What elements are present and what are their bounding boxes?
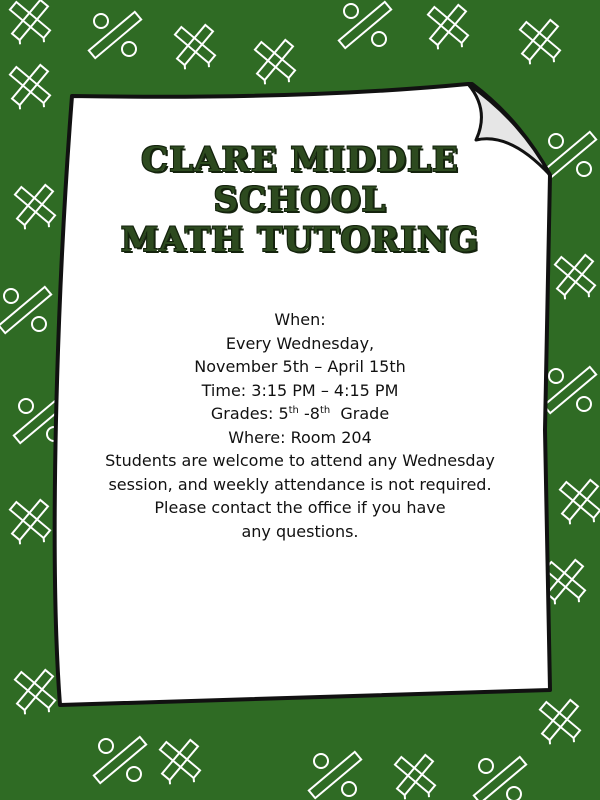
session-details: [80, 308, 520, 543]
dates-text: November 5th – April 15th: [194, 357, 406, 376]
flyer-content: [80, 140, 520, 543]
title-line-3: MATH TUTORING: [120, 220, 480, 260]
grades-text: Grades: 5th -8th Grade: [210, 404, 390, 423]
time-text: Time: 3:15 PM – 4:15 PM: [201, 380, 399, 400]
when-label: When:: [274, 310, 326, 329]
location-text: Where: Room 204: [228, 427, 372, 447]
day-text: Every Wednesday,: [225, 333, 375, 353]
contact-paragraph: Please contact the office if you have any questions.: [154, 498, 446, 541]
attendance-paragraph: Students are welcome to attend any Wednesday session, and weekly attendance is not required.: [105, 451, 495, 494]
flyer-title: [80, 140, 520, 260]
title-line-1: CLARE MIDDLE: [141, 140, 459, 180]
title-line-2: SCHOOL: [213, 180, 387, 220]
